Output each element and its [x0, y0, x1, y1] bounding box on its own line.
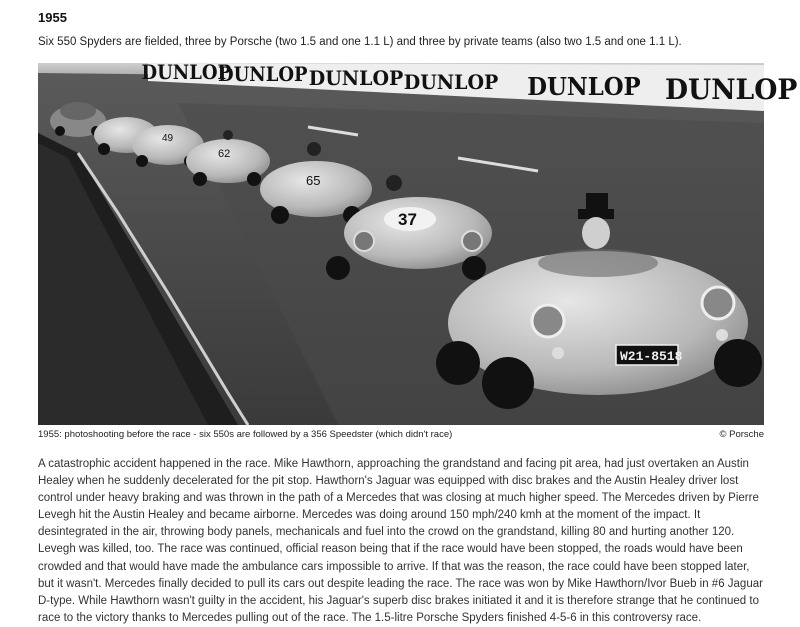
car-number: 37	[398, 210, 417, 229]
race-photo-illustration	[38, 61, 798, 425]
dunlop-text: DUNLOP	[308, 66, 404, 91]
article-body: A catastrophic accident happened in the race. Mike Hawthorn, approaching the grandstand and facing pit area, had just overtaken an Austin Healey when he suddenly decelerated for the pit stop. Hawthorn's Jaguar was equipped with disc brakes and the Austin Healey driver lost control under heavy braking and was thrown in the path of a Mercedes that was closing at much higher speed. The Mercedes driven by Pierre Levegh hit the Austin Healey and became airborne. Mercedes was doing around 150 mph/240 kmh at the moment of the impact. It desintegrated in the air, throwing body panels, mechanicals and fuel into the crowd on the grandstand, killing 80 and hurting another 120. Levegh was killed, too. The race was continued, official reason being that if the race would have been stopped, the roads would have been crowded and that would have made the ambulance cars impossible to arrive. If that was the reason, the race could have been stopped later, but it wasn't. Mercedes finally decided to pull its cars out despite leading the race. The race was won by Mike Hawthorn/Ivor Bueb in #6 Jaguar D-type. While Hawthorn wasn't guilty in the accident, his Jaguar's superb disc brakes initiated it and it is therefore strange that he continued to race to the victory thanks to Mercedes pulling out of the race. The 1.5-litre Porsche Spyders finished 4-5-6 in this controversy race.	[38, 458, 763, 624]
photo-caption: 1955: photoshooting before the race - six 550s are followed by a 356 Speedster (which didn't race)	[38, 429, 453, 440]
intro-text: Six 550 Spyders are fielded, three by Porsche (two 1.5 and one 1.1 L) and three by private teams (also two 1.5 and one 1.1 L).	[38, 36, 682, 48]
photo-credit: © Porsche	[719, 429, 764, 440]
dunlop-text: DUNLOP	[218, 63, 308, 87]
dunlop-text: DUNLOP	[403, 70, 499, 95]
car-number: 49	[162, 133, 174, 144]
dunlop-text: DUNLOP	[141, 61, 232, 85]
section-year-heading: 1955	[38, 10, 67, 25]
car-number: 62	[218, 148, 231, 160]
license-plate: W21-8518	[620, 349, 683, 364]
car-number: 65	[306, 173, 321, 188]
dunlop-text: DUNLOP	[665, 73, 798, 107]
race-photo	[38, 61, 798, 425]
dunlop-text: DUNLOP	[527, 72, 641, 102]
